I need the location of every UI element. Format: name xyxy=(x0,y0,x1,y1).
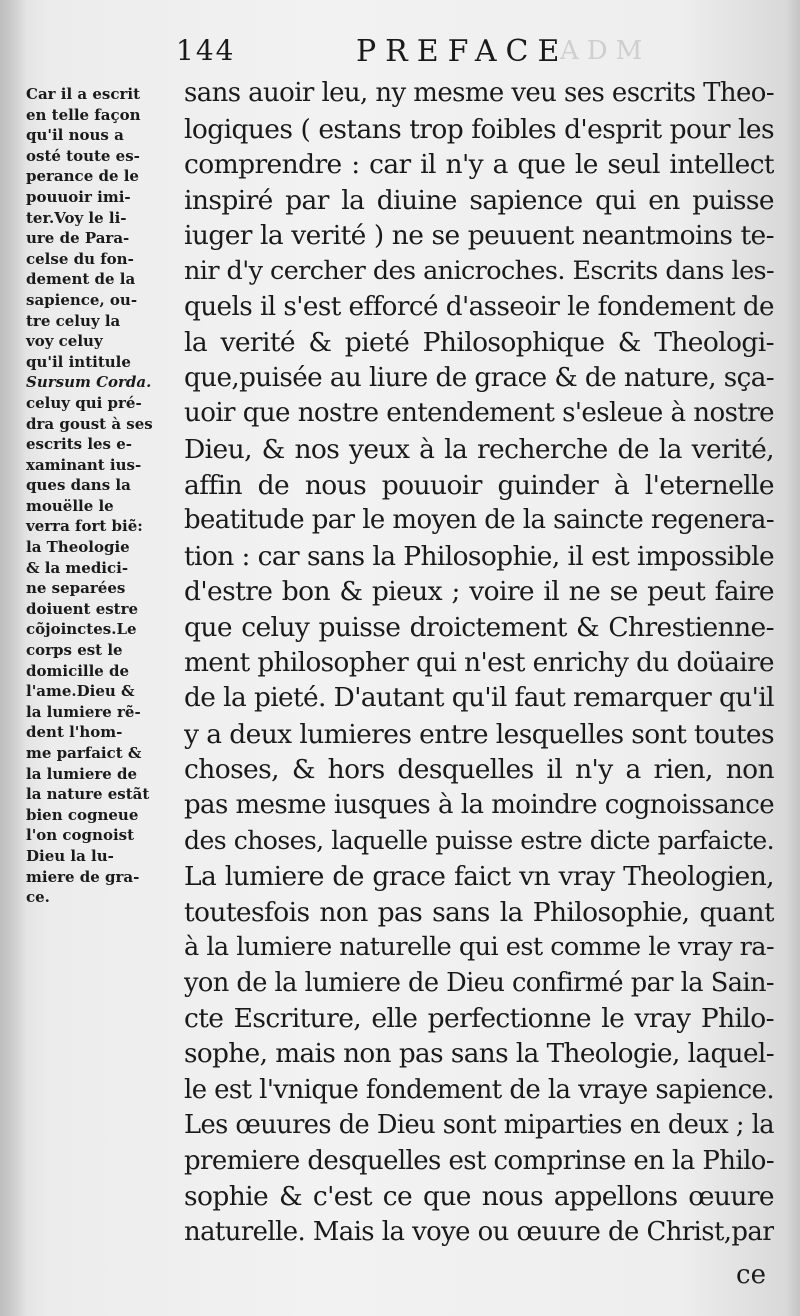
margin-note-line: ce. xyxy=(26,888,50,907)
body-line: nir d'y cercher des anicroches. Escrits dans les- xyxy=(184,255,774,286)
margin-note-line: pouuoir imi- xyxy=(26,187,131,206)
margin-note-line: bien cogneue xyxy=(26,805,139,824)
body-line: sans auoir leu, ny mesme veu ses escrits Theo- xyxy=(184,78,774,108)
body-line: tion : car sans la Philosophie, il est impossible xyxy=(184,540,774,572)
margin-note-line: me parfaict & xyxy=(26,744,142,762)
body-line: affin de nous pouuoir guinder à l'eternelle xyxy=(184,469,774,501)
body-line: des choses, laquelle puisse estre dicte parfaicte. xyxy=(184,826,774,856)
margin-note-line: mouëlle le xyxy=(26,496,114,515)
margin-note-line: la lumiere rẽ- xyxy=(26,702,141,721)
margin-note-line: Sursum Corda. xyxy=(26,373,152,392)
margin-note-line: qu'il intitule xyxy=(26,352,131,371)
margin-note-line: sapience, ou- xyxy=(26,290,138,309)
body-line: le est l'vnique fondement de la vraye sapience. xyxy=(184,1074,774,1105)
body-line: logiques ( estans trop foibles d'esprit pour les xyxy=(184,113,774,145)
body-line: La lumiere de grace faict vn vray Theologien, xyxy=(184,861,774,893)
page-header xyxy=(176,34,776,74)
body-line: de la pieté. D'autant qu'il faut remarquer qu'il xyxy=(184,683,774,714)
margin-note-line: dra goust à ses xyxy=(26,414,153,433)
body-line: sophie & c'est ce que nous appellons œuure xyxy=(184,1181,774,1213)
body-line: la verité & pieté Philosophique & Theologi- xyxy=(184,327,774,359)
body-line: choses, & hors desquelles il n'y a rien, non xyxy=(184,754,774,786)
body-line: que,puisée au liure de grace & de nature, sça- xyxy=(184,362,774,393)
running-head: PREFACE xyxy=(356,34,569,69)
gutter-shadow xyxy=(0,0,26,1316)
margin-note-line: la lumiere de xyxy=(26,764,138,783)
body-line: beatitude par le moyen de la saincte regenera- xyxy=(184,505,774,536)
body-line: yon de la lumiere de Dieu confirmé par la Sain- xyxy=(184,967,774,998)
margin-note-line: xaminant ius- xyxy=(26,455,142,474)
margin-note-line: la nature estãt xyxy=(26,785,150,804)
body-text xyxy=(184,76,774,1251)
margin-note-line: escrits les e- xyxy=(26,435,132,454)
margin-note-line: ne separées xyxy=(26,579,126,598)
margin-note-line: Car il a escrit xyxy=(26,85,140,103)
body-line: toutesfois non pas sans la Philosophie, quant xyxy=(184,896,774,928)
body-line: à la lumiere naturelle qui est comme le vray ra- xyxy=(184,932,774,963)
body-line: quels il s'est efforcé d'asseoir le fondement de xyxy=(184,291,774,322)
body-line: sophe, mais non pas sans la Theologie, laquel- xyxy=(184,1039,774,1070)
bleed-through-text: ADM xyxy=(560,36,651,66)
body-line: Dieu, & nos yeux à la recherche de la verité, xyxy=(184,433,774,465)
margin-note-line: tre celuy la xyxy=(26,311,121,330)
body-line: naturelle. Mais la voye ou œuure de Christ,par xyxy=(184,1217,774,1247)
margin-note-line: Dieu la lu- xyxy=(26,846,114,865)
body-line: cte Escriture, elle perfectionne le vray Philo- xyxy=(184,1003,774,1035)
margin-note-line: osté toute es- xyxy=(26,146,140,165)
body-line: Les œuures de Dieu sont miparties en deux ; la xyxy=(184,1110,774,1141)
margin-note-line: domicille de xyxy=(26,661,130,680)
body-line: d'estre bon & pieux ; voire il ne se peut faire xyxy=(184,576,774,608)
margin-note-line: ter.Voy le li- xyxy=(26,208,127,227)
margin-note-line: verra fort biẽ: xyxy=(26,517,143,536)
margin-note-line: miere de gra- xyxy=(26,867,140,886)
margin-note-line: celse du fon- xyxy=(26,249,134,268)
margin-note-line: ques dans la xyxy=(26,476,131,495)
margin-note-line: dement de la xyxy=(26,270,136,289)
margin-note-line: voy celuy xyxy=(26,332,103,351)
body-line: comprendre : car il n'y a que le seul intellect xyxy=(184,149,774,181)
margin-note-line: celuy qui pré- xyxy=(26,393,142,412)
margin-note-line: qu'il nous a xyxy=(26,126,124,145)
edge-shadow xyxy=(786,0,800,1316)
margin-note-line: ure de Para- xyxy=(26,229,130,248)
margin-note xyxy=(26,84,178,908)
margin-note-line: corps est le xyxy=(26,641,123,660)
margin-note-line: en telle façon xyxy=(26,105,141,124)
body-line: uoir que nostre entendement s'esleue à nostre xyxy=(184,398,774,429)
page-number: 144 xyxy=(176,34,236,67)
catchword: ce xyxy=(736,1260,766,1290)
margin-note-line: la Theologie xyxy=(26,538,130,557)
body-line: que celuy puisse droictement & Chrestienne- xyxy=(184,611,774,643)
margin-note-line: l'ame.Dieu & xyxy=(26,682,135,701)
margin-note-line: & la medici- xyxy=(26,558,129,577)
body-line: premiere desquelles est comprinse en la Philo- xyxy=(184,1145,774,1176)
margin-note-line: perance de le xyxy=(26,167,139,186)
margin-note-line: dent l'hom- xyxy=(26,723,123,742)
margin-note-line: doiuent estre xyxy=(26,599,139,618)
body-line: inspiré par la diuine sapience qui en puisse xyxy=(184,184,774,216)
body-line: y a deux lumieres entre lesquelles sont toutes xyxy=(184,718,774,750)
body-line: ment philosopher qui n'est enrichy du doüaire xyxy=(184,647,774,678)
body-line: pas mesme iusques à la moindre cognoissance xyxy=(184,789,774,820)
body-line: iuger la verité ) ne se peuuent neantmoins te- xyxy=(184,220,774,252)
margin-note-line: l'on cognoist xyxy=(26,826,135,845)
margin-note-line: cõjoinctes.Le xyxy=(26,620,137,639)
